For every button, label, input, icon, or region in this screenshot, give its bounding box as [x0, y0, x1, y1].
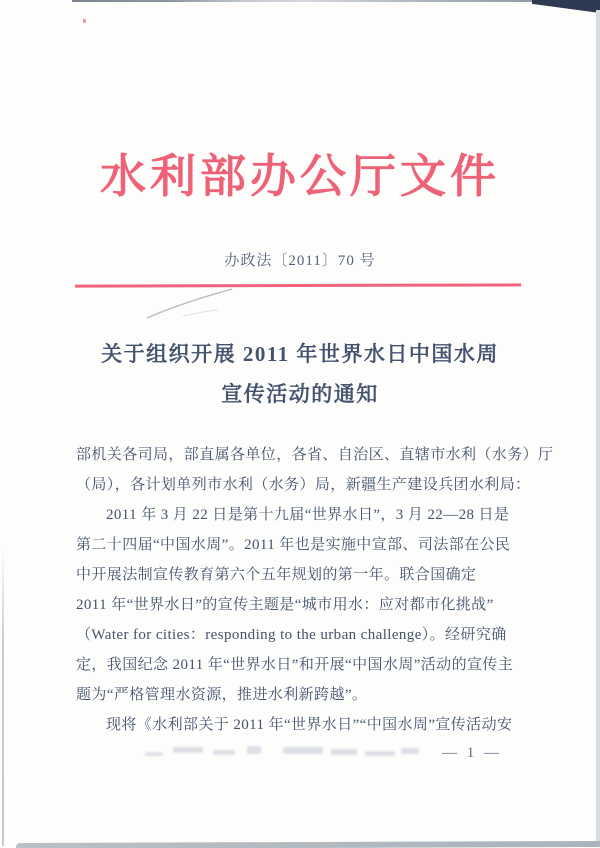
bleed-through-ghosting	[145, 744, 445, 760]
red-ink-speck	[83, 19, 86, 23]
scan-right-edge	[596, 10, 600, 842]
body-line: 2011 年 3 月 22 日是第十九届“世界水日”，3 月 22—28 日是	[106, 507, 510, 523]
body-line: 部机关各司局，部直属各单位，各省、自治区、直辖市水利（水务）厅	[76, 447, 554, 463]
scan-bottom-edge	[16, 841, 600, 848]
body-line: 现将《水利部关于 2011 年“世界水日”“中国水周”宣传活动安	[106, 717, 513, 733]
body-line: 中开展法制宣传教育第六个五年规划的第一年。联合国确定	[76, 567, 477, 583]
body-line: 定，我国纪念 2011 年“世界水日”和开展“中国水周”活动的宣传主	[76, 657, 514, 673]
scan-top-right-corner	[532, 0, 600, 13]
body-line: （局），各计划单列市水利（水务）局，新疆生产建设兵团水利局：	[76, 477, 531, 493]
notice-title	[0, 334, 600, 414]
letterhead-org-title: 水利部办公厅文件	[100, 151, 500, 202]
scan-top-edge	[72, 0, 534, 2]
red-separator-rule	[75, 283, 521, 287]
notice-title-line1: 关于组织开展 2011 年世界水日中国水周	[101, 342, 499, 366]
body-line: 2011 年“世界水日”的宣传主题是“城市用水：应对都市化挑战”	[76, 597, 494, 613]
page-number: — 1 —	[442, 745, 502, 761]
body-line: 第二十四届“中国水周”。2011 年也是实施中宣部、司法部在公民	[76, 537, 511, 553]
body-line: 题为“严格管理水资源，推进水利新跨越”。	[76, 687, 368, 703]
scan-left-edge	[2, 548, 4, 846]
body-line: （Water for cities：responding to the urban challenge）。经研究确	[76, 627, 507, 643]
body-paragraphs	[76, 440, 554, 740]
notice-title-line2: 宣传活动的通知	[221, 382, 379, 406]
document-number: 办政法〔2011〕70 号	[224, 253, 376, 269]
